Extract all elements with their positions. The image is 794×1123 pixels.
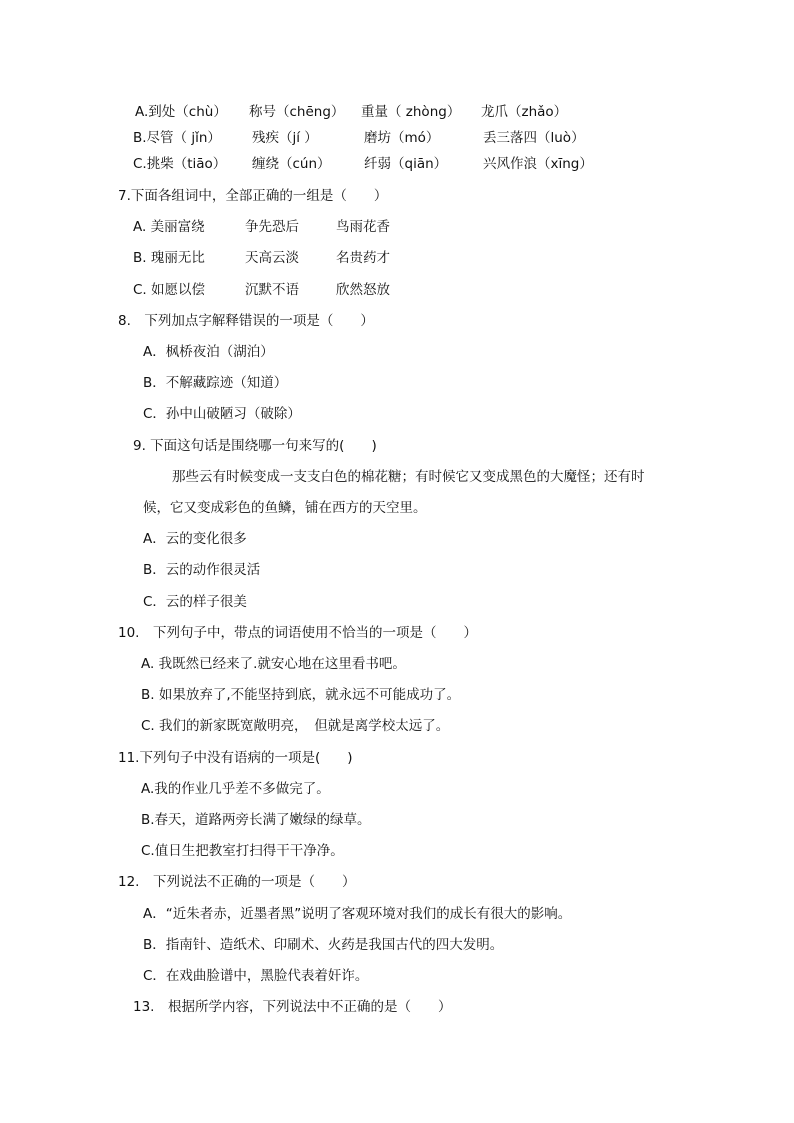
q10-option-c: C. 我们的新家既宽敞明亮， 但就是离学校太远了。 (141, 718, 450, 734)
q9-passage-line-2: 候，它又变成彩色的鱼鳞，铺在西方的天空里。 (143, 500, 427, 516)
q10-stem: 10. 下列句子中，带点的词语使用不恰当的一项是（ ） (118, 625, 477, 641)
q6-c-1: C.挑柴（tiāo） (133, 156, 227, 172)
q6-b-3: 磨坊（mó） (364, 130, 440, 146)
q9-option-b: B．云的动作很灵活 (143, 562, 261, 578)
q9-option-a: A．云的变化很多 (143, 531, 247, 547)
q12-option-a: A．“近朱者赤，近墨者黑”说明了客观环境对我们的成长有很大的影响。 (143, 906, 572, 922)
q7-a-2: 争先恐后 (245, 219, 299, 235)
q13-stem: 13. 根据所学内容，下列说法中不正确的是（ ） (133, 999, 452, 1015)
q6-b-4: 丢三落四（luò） (483, 130, 585, 146)
q8-stem: 8. 下列加点字解释错误的一项是（ ） (118, 313, 374, 329)
q7-b-2: 天高云淡 (245, 250, 299, 266)
q6-c-3: 纤弱（qiān） (364, 156, 448, 172)
q9-stem: 9. 下面这句话是围绕哪一句来写的( ) (133, 438, 377, 454)
q7-c-1: C. 如愿以偿 (133, 282, 206, 298)
q8-option-a: A．枫桥夜泊（湖泊） (143, 344, 274, 360)
q6-a-3: 重量（ zhòng） (361, 104, 461, 120)
q9-passage-line-1: 那些云有时候变成一支支白色的棉花糖；有时候它又变成黑色的大魔怪；还有时 (172, 469, 645, 485)
q6-b-1: B.尽管（ jǐn） (133, 130, 221, 146)
q6-a-1: A.到处（chù） (135, 104, 227, 120)
q6-a-2: 称号（chēng） (249, 104, 345, 120)
q7-stem: 7.下面各组词中，全部正确的一组是（ ） (118, 188, 388, 204)
q6-c-4: 兴风作浪（xīng） (483, 156, 593, 172)
q12-option-b: B．指南针、造纸术、印刷术、火药是我国古代的四大发明。 (143, 937, 504, 953)
q7-c-3: 欣然怒放 (336, 282, 390, 298)
q11-option-c: C.值日生把教室打扫得干干净净。 (141, 843, 344, 859)
q10-option-a: A. 我既然已经来了.就安心地在这里看书吧。 (141, 656, 406, 672)
q8-option-b: B．不解藏踪迹（知道） (143, 375, 288, 391)
q12-option-c: C．在戏曲脸谱中，黑脸代表着奸诈。 (143, 968, 369, 984)
q7-b-3: 名贵药才 (336, 250, 390, 266)
q8-option-c: C．孙中山破陋习（破除） (143, 406, 301, 422)
q6-c-2: 缠绕（cún） (252, 156, 331, 172)
q6-a-4: 龙爪（zhǎo） (481, 104, 568, 120)
q11-option-b: B.春天，道路两旁长满了嫩绿的绿草。 (141, 812, 371, 828)
q7-a-1: A. 美丽富绕 (133, 219, 205, 235)
q9-option-c: C．云的样子很美 (143, 594, 247, 610)
q10-option-b: B. 如果放弃了,不能坚持到底，就永远不可能成功了。 (141, 687, 461, 703)
q6-b-2: 残疾（jí ） (252, 130, 318, 146)
q7-b-1: B. 瑰丽无比 (133, 250, 205, 266)
q11-stem: 11.下列句子中没有语病的一项是( ) (118, 750, 353, 766)
q11-option-a: A.我的作业几乎差不多做完了。 (141, 781, 330, 797)
q7-a-3: 鸟雨花香 (336, 219, 390, 235)
q12-stem: 12. 下列说法不正确的一项是（ ） (118, 874, 356, 890)
q7-c-2: 沉默不语 (245, 282, 299, 298)
